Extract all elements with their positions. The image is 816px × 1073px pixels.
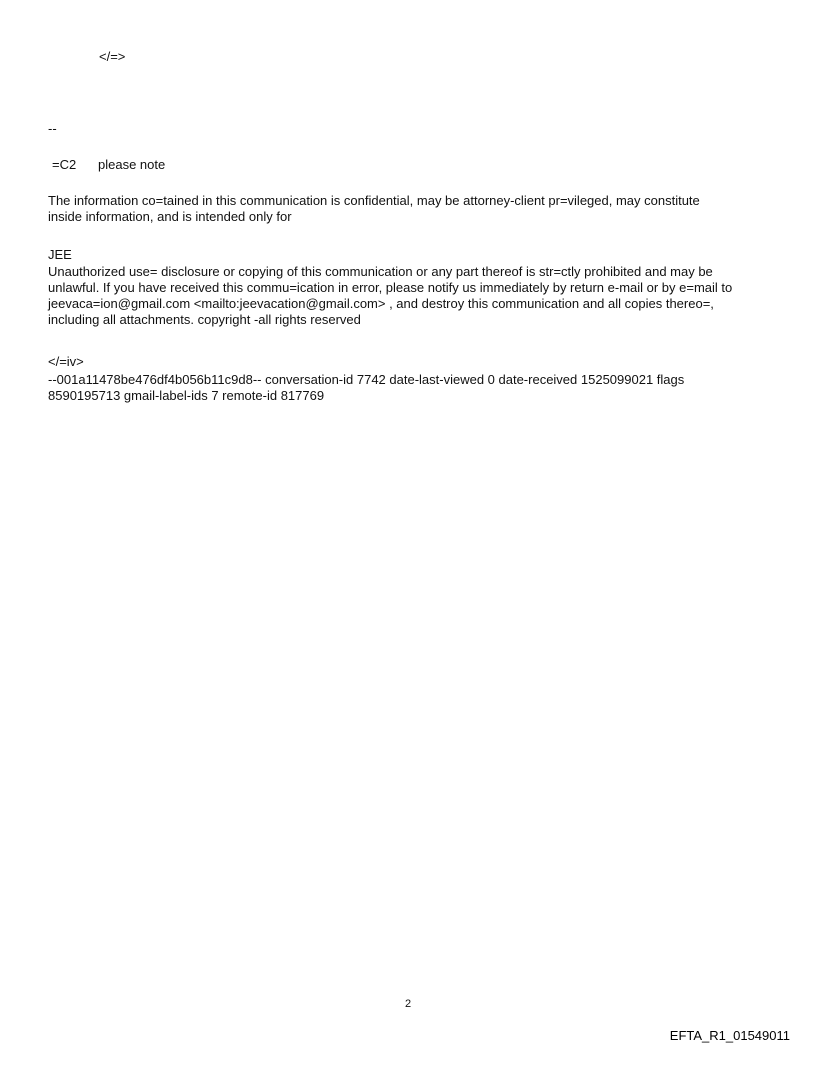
c2-note-line [48, 157, 165, 173]
confidentiality-paragraph [48, 193, 778, 225]
closing-tag-text: </=> [99, 49, 126, 64]
jee-label: JEE [48, 247, 72, 262]
metadata-line: 8590195713 gmail-label-ids 7 remote-id 817769 [48, 388, 325, 403]
signature-separator: -- [48, 121, 57, 136]
end-tag-text: </=iv> [48, 354, 84, 369]
c2-note: please note [98, 157, 166, 172]
metadata-block [48, 372, 778, 404]
unauthorized-use-paragraph [48, 264, 778, 328]
c2-label: =C2 [52, 157, 77, 172]
info-line: inside information, and is intended only for [48, 209, 292, 224]
unauth-line: including all attachments. copyright -all rights reserved [48, 312, 361, 327]
metadata-line: --001a11478be476df4b056b11c9d8-- conversation-id 7742 date-last-viewed 0 date-received 1525099021 flags [48, 372, 685, 387]
page-number: 2 [404, 998, 412, 1010]
unauth-line: unlawful. If you have received this commu=ication in error, please notify us immediately by return e-mail or by e=mail to [48, 280, 733, 295]
document-id-footer: EFTA_R1_01549011 [669, 1028, 790, 1043]
unauth-line: jeevaca=ion@gmail.com <mailto:jeevacation@gmail.com> , and destroy this communication and all copies thereo=, [48, 296, 714, 311]
unauth-line: Unauthorized use= disclosure or copying of this communication or any part thereof is str=ctly prohibited and may be [48, 264, 713, 279]
info-line: The information co=tained in this communication is confidential, may be attorney-client pr=vileged, may constitute [48, 193, 700, 208]
